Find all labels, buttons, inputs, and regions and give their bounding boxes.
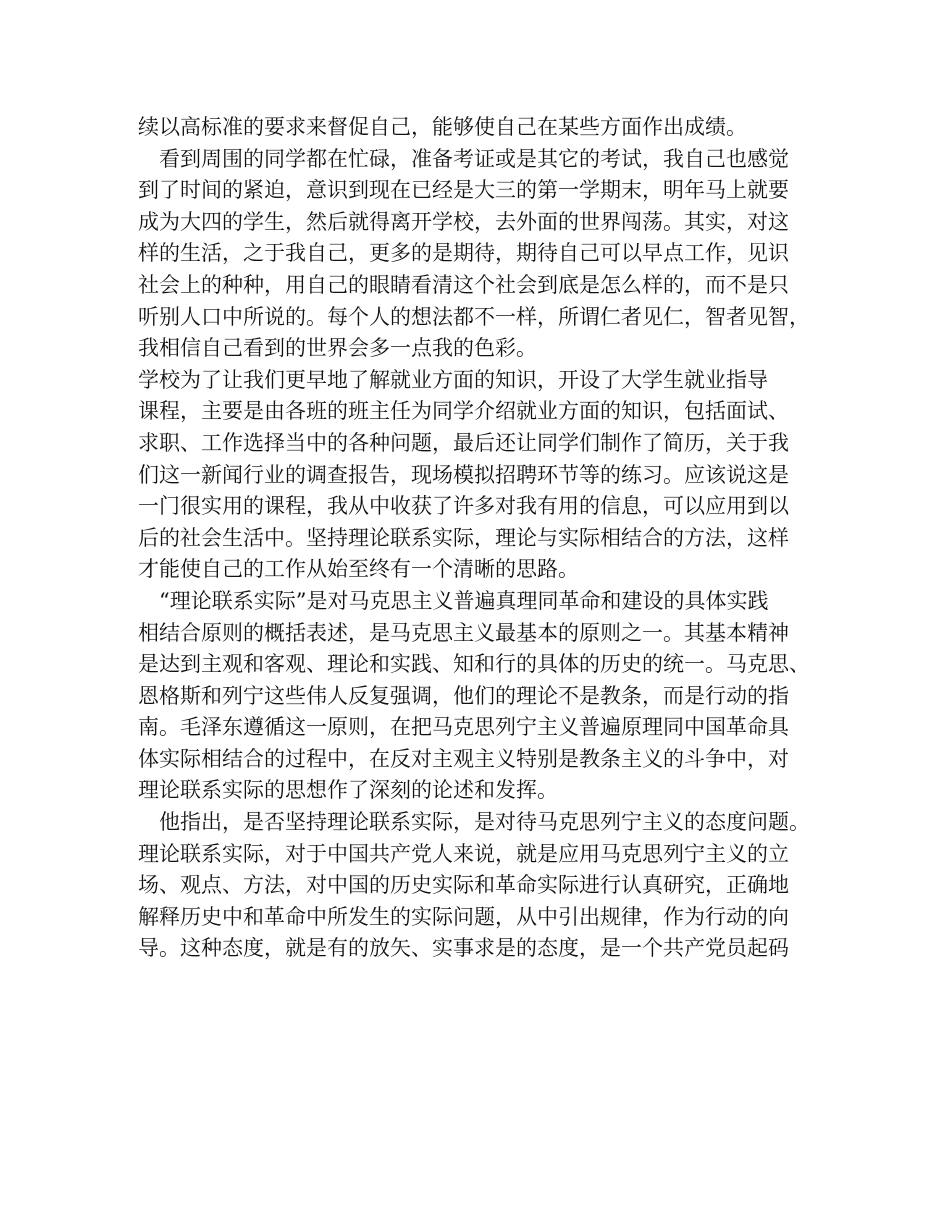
text-line: 续以高标准的要求来督促自己，能够使自己在某些方面作出成绩。: [138, 115, 747, 139]
text-line: 导。这种态度，就是有的放矢、实事求是的态度，是一个共产党员起码: [138, 936, 789, 961]
document-body: [138, 112, 838, 965]
text-line: 到了时间的紧迫，意识到现在已经是大三的第一学期末，明年马上就要: [138, 178, 789, 203]
text-line: 成为大四的学生，然后就得离开学校，去外面的世界闯荡。其实，对这: [138, 209, 789, 234]
text-line: 课程，主要是由各班的班主任为同学介绍就业方面的知识，包括面试、: [138, 399, 789, 424]
text-line: “理论联系实际”是对马克思主义普遍真理同革命和建设的具体实践: [138, 588, 769, 613]
text-line: 一门很实用的课程，我从中收获了许多对我有用的信息，可以应用到以: [138, 494, 789, 519]
text-line: 听别人口中所说的。每个人的想法都不一样，所谓仁者见仁，智者见智，: [138, 304, 810, 329]
text-line: 场、观点、方法，对中国的历史实际和革命实际进行认真研究，正确地: [138, 873, 789, 898]
text-line: 看到周围的同学都在忙碌，准备考证或是其它的考试，我自己也感觉: [138, 146, 789, 171]
text-line: 理论联系实际，对于中国共产党人来说，就是应用马克思列宁主义的立: [138, 841, 789, 866]
text-line: 相结合原则的概括表述，是马克思主义最基本的原则之一。其基本精神: [138, 620, 789, 645]
text-line: 学校为了让我们更早地了解就业方面的知识，开设了大学生就业指导: [138, 367, 768, 392]
text-line: 解释历史中和革命中所发生的实际问题，从中引出规律，作为行动的向: [138, 904, 789, 929]
text-line: 他指出，是否坚持理论联系实际，是对待马克思列宁主义的态度问题。: [138, 810, 810, 835]
text-line: 求职、工作选择当中的各种问题，最后还让同学们制作了简历，关于我: [138, 430, 789, 455]
text-line: 恩格斯和列宁这些伟人反复强调，他们的理论不是教条，而是行动的指: [138, 683, 789, 708]
text-line: 社会上的种种，用自己的眼睛看清这个社会到底是怎么样的，而不是只: [138, 272, 789, 297]
text-line: 体实际相结合的过程中，在反对主观主义特别是教条主义的斗争中，对: [138, 746, 789, 771]
text-line: 理论联系实际的思想作了深刻的论述和发挥。: [138, 778, 558, 803]
text-line: 我相信自己看到的世界会多一点我的色彩。: [138, 336, 537, 361]
text-line: 后的社会生活中。坚持理论联系实际，理论与实际相结合的方法，这样: [138, 525, 789, 550]
text-line: 南。毛泽东遵循这一原则，在把马克思列宁主义普遍原理同中国革命具: [138, 715, 789, 740]
text-line: 们这一新闻行业的调查报告，现场模拟招聘环节等的练习。应该说这是: [138, 462, 789, 487]
text-line: 才能使自己的工作从始至终有一个清晰的思路。: [138, 557, 579, 582]
text-line: 是达到主观和客观、理论和实践、知和行的具体的历史的统一。马克思、: [138, 652, 810, 677]
text-line: 样的生活，之于我自己，更多的是期待，期待自己可以早点工作，见识: [138, 241, 789, 266]
